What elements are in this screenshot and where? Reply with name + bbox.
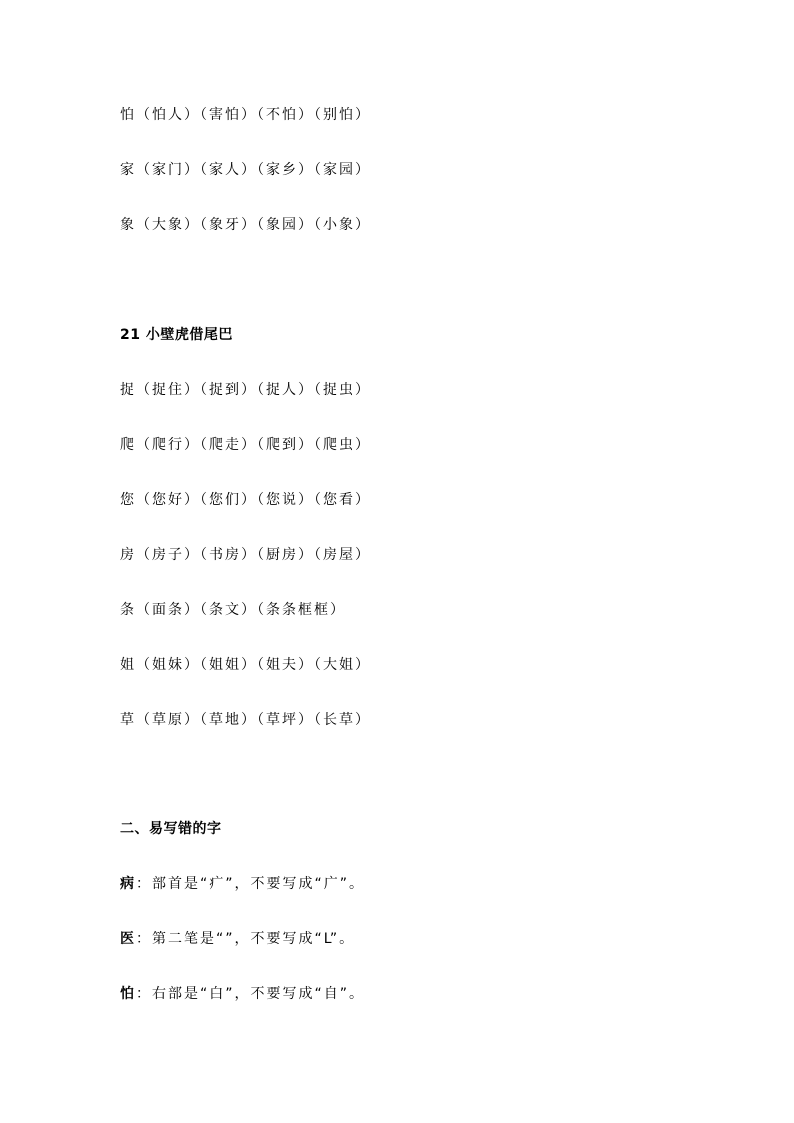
lesson-21-title: 21 小壁虎借尾巴: [120, 327, 233, 343]
section-2-title: 二、易写错的字: [120, 821, 222, 837]
mistake-char: 医: [120, 931, 136, 947]
mistake-char: 怕: [120, 986, 136, 1002]
mistake-item-yi: [120, 929, 355, 949]
word-line-cao: 草（草原）（草地）（草坪）（长草）: [120, 712, 371, 728]
word-line-fang: 房（房子）（书房）（厨房）（房屋）: [120, 547, 371, 563]
mistake-note: ：部首是“疒”，不要写成“广”。: [136, 876, 366, 892]
word-line-zhuo: 捉（捉住）（捉到）（捉人）（捉虫）: [120, 382, 371, 398]
mistake-item-bing: [120, 874, 365, 894]
word-line-jie: 姐（姐妹）（姐姐）（姐夫）（大姐）: [120, 657, 371, 673]
word-line-pa-climb: 爬（爬行）（爬走）（爬到）（爬虫）: [120, 437, 371, 453]
mistake-char: 病: [120, 876, 136, 892]
mistake-note: ：右部是“白”，不要写成“自”。: [136, 986, 366, 1002]
word-line-xiang: 象（大象）（象牙）（象园）（小象）: [120, 217, 371, 233]
mistake-item-pa: [120, 984, 365, 1004]
word-line-nin: 您（您好）（您们）（您说）（您看）: [120, 492, 371, 508]
word-line-jia: 家（家门）（家人）（家乡）（家园）: [120, 162, 371, 178]
mistake-note: ：第二笔是“”，不要写成“L”。: [136, 931, 356, 947]
word-line-tiao: 条（面条）（条文）（条条框框）: [120, 602, 346, 618]
word-line-pa: 怕（怕人）（害怕）（不怕）（别怕）: [120, 107, 371, 123]
